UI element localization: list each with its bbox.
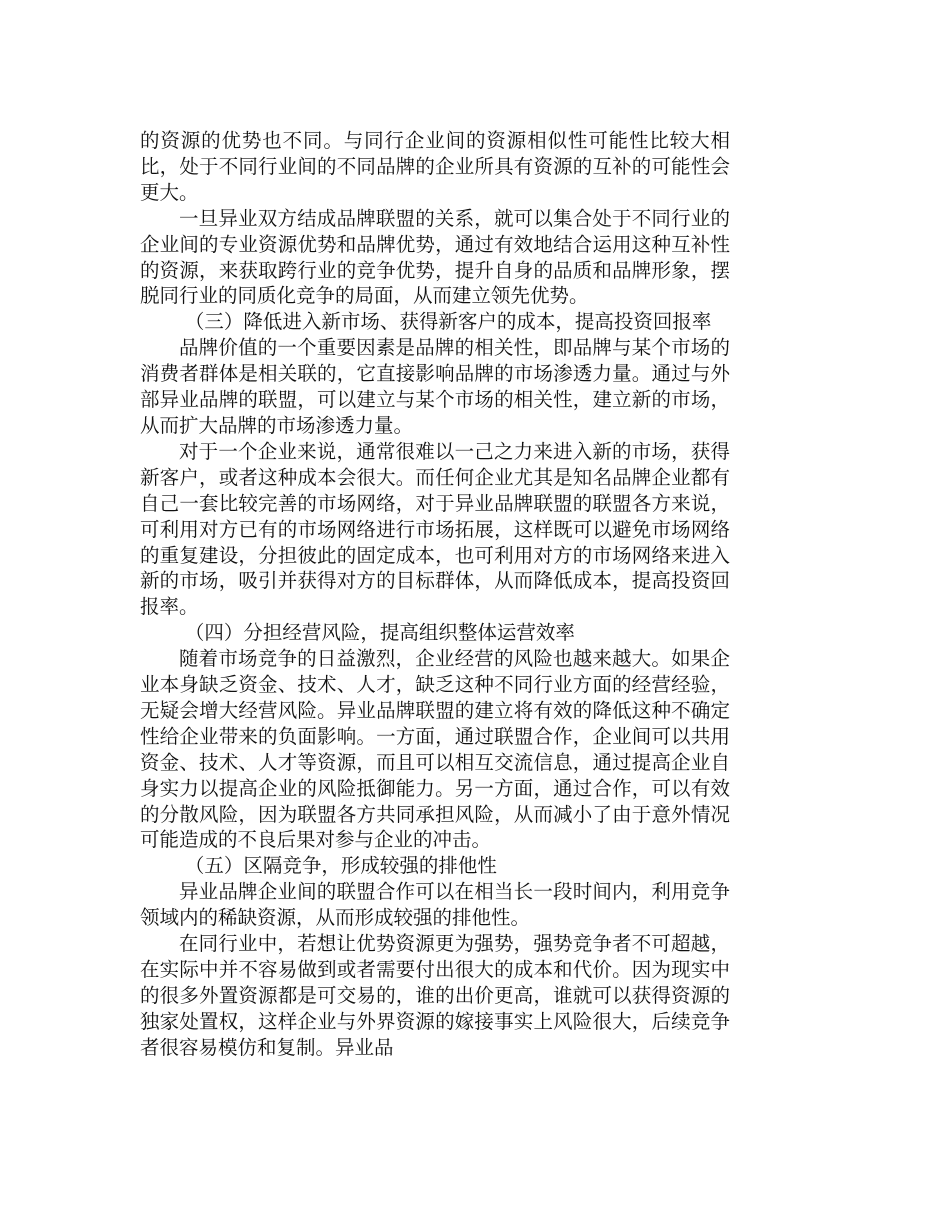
paragraph-exclusivity: 异业品牌企业间的联盟合作可以在相当长一段时间内，利用竞争领域内的稀缺资源，从而形成较强的排他性。 [140, 880, 730, 930]
paragraph-brand-relevance: 品牌价值的一个重要因素是品牌的相关性，即品牌与某个市场的消费者群体是相关联的，它直接影响品牌的市场渗透力量。通过与外部异业品牌的联盟，可以建立与某个市场的相关性，建立新的市场，从而扩大品牌的市场渗透力量。 [140, 336, 730, 437]
paragraph-complementary-resources: 一旦异业双方结成品牌联盟的关系，就可以集合处于不同行业的企业间的专业资源优势和品牌优势，通过有效地结合运用这种互补性的资源，来获取跨行业的竞争优势，提升自身的品质和品牌形象，摆脱同行业的同质化竞争的局面，从而建立领先优势。 [140, 206, 730, 308]
section-heading-5: （五）区隔竞争，形成较强的排他性 [184, 854, 497, 878]
document-body [140, 128, 730, 1061]
paragraph-risk-sharing: 随着市场竞争的日益激烈，企业经营的风险也越来越大。如果企业本身缺乏资金、技术、人才，缺乏这种不同行业方面的经营经验，无疑会增大经营风险。异业品牌联盟的建立将有效的降低这种不确定性给企业带来的负面影响。一方面，通过联盟合作，企业间可以共用资金、技术、人才等资源，而且可以相互交流信息，通过提高企业自身实力以提高企业的风险抵御能力。另一方面，通过合作，可以有效的分散风险，因为联盟各方共同承担风险，从而减小了由于意外情况可能造成的不良后果对参与企业的冲击。 [140, 647, 730, 852]
paragraph-continuation: 的资源的优势也不同。与同行企业间的资源相似性可能性比较大相比，处于不同行业间的不同品牌的企业所具有资源的互补的可能性会更大。 [140, 129, 730, 204]
paragraph-market-network: 对于一个企业来说，通常很难以一己之力来进入新的市场，获得新客户，或者这种成本会很大。而任何企业尤其是知名品牌企业都有自己一套比较完善的市场网络，对于异业品牌联盟的联盟各方来说，可利用对方已有的市场网络进行市场拓展，这样既可以避免市场网络的重复建设，分担彼此的固定成本，也可利用对方的市场网络来进入新的市场，吸引并获得对方的目标群体，从而降低成本，提高投资回报率。 [140, 439, 730, 619]
section-heading-4: （四）分担经营风险，提高组织整体运营效率 [184, 621, 575, 645]
paragraph-same-industry: 在同行业中，若想让优势资源更为强势，强势竞争者不可超越，在实际中并不容易做到或者需要付出很大的成本和代价。因为现实中的很多外置资源都是可交易的，谁的出价更高，谁就可以获得资源的独家处置权，这样企业与外界资源的嫁接事实上风险很大，后续竞争者很容易模仿和复制。异业品 [140, 932, 730, 1059]
section-heading-3: （三）降低进入新市场、获得新客户的成本，提高投资回报率 [184, 310, 712, 334]
